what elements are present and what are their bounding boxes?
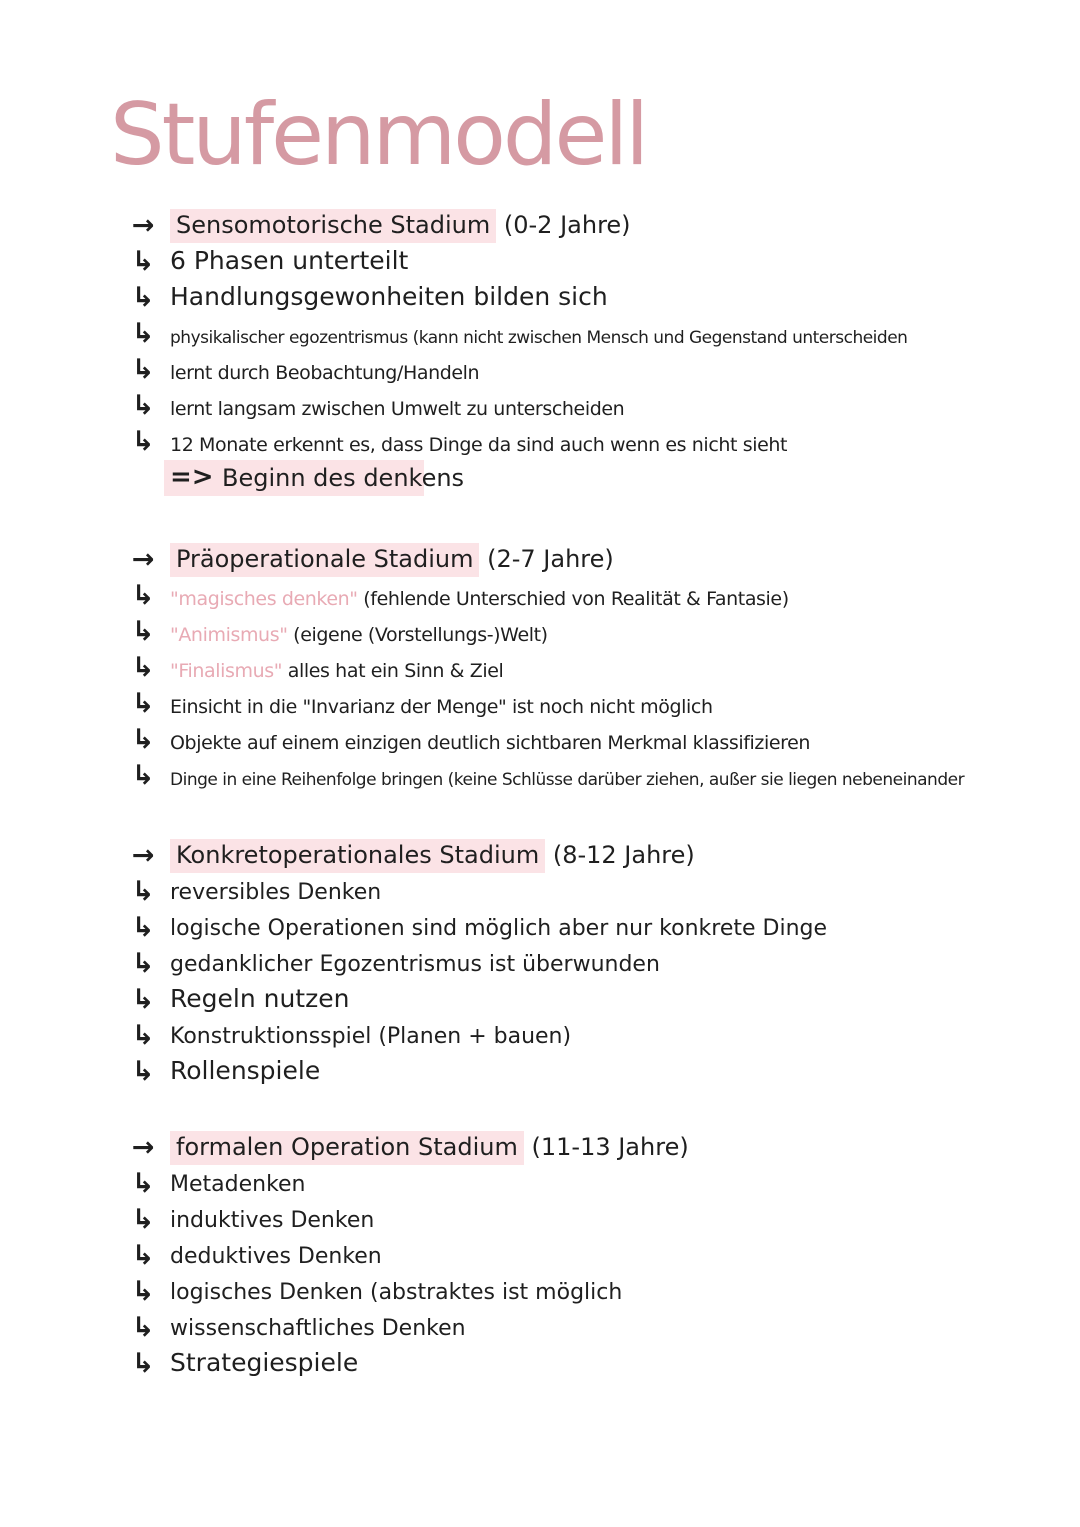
return-arrow-icon: ↳ bbox=[131, 984, 155, 1015]
list-item-text: Objekte auf einem einzigen deutlich sichtbaren Merkmal klassifizieren bbox=[170, 732, 811, 754]
section-konkretoperational bbox=[126, 838, 1026, 1090]
list-item-text: physikalischer egozentrismus (kann nicht zwischen Mensch und Gegenstand unterscheiden bbox=[170, 328, 908, 348]
return-arrow-icon: ↳ bbox=[131, 1020, 155, 1051]
right-arrow-icon: → bbox=[131, 840, 155, 871]
pink-term: "magisches denken" bbox=[170, 588, 358, 610]
list-item bbox=[126, 722, 1026, 758]
list-item-text: Regeln nutzen bbox=[170, 984, 350, 1013]
list-item-text: logische Operationen sind möglich aber nur konkrete Dinge bbox=[170, 916, 828, 941]
return-arrow-icon: ↳ bbox=[131, 1056, 155, 1087]
return-arrow-icon: ↳ bbox=[131, 580, 155, 611]
section-formal-operational bbox=[126, 1130, 1026, 1382]
list-item-text: Dinge in eine Reihenfolge bringen (keine Schlüsse darüber ziehen, außer sie liegen nebeneinander bbox=[170, 770, 965, 790]
return-arrow-icon: ↳ bbox=[131, 390, 155, 421]
list-item bbox=[126, 316, 1026, 352]
list-item bbox=[126, 244, 1026, 280]
list-item-text: Konstruktionsspiel (Planen + bauen) bbox=[170, 1024, 572, 1049]
return-arrow-icon: ↳ bbox=[131, 354, 155, 385]
pink-term: "Animismus" bbox=[170, 624, 288, 646]
list-item-text: lernt durch Beobachtung/Handeln bbox=[170, 362, 480, 384]
list-item bbox=[126, 650, 1026, 686]
list-item-text: induktives Denken bbox=[170, 1208, 375, 1233]
list-item-text: Handlungsgewonheiten bilden sich bbox=[170, 282, 608, 311]
list-item bbox=[126, 874, 1026, 910]
section-heading: formalen Operation Stadium bbox=[170, 1131, 524, 1165]
return-arrow-icon: ↳ bbox=[131, 652, 155, 683]
age-range: (8-12 Jahre) bbox=[552, 841, 695, 869]
list-item-text: reversibles Denken bbox=[170, 880, 382, 905]
return-arrow-icon: ↳ bbox=[131, 426, 155, 457]
list-item bbox=[126, 1018, 1026, 1054]
list-item-text: lernt langsam zwischen Umwelt zu unterscheiden bbox=[170, 398, 625, 420]
list-item-text: Rollenspiele bbox=[170, 1056, 321, 1085]
return-arrow-icon: ↳ bbox=[131, 876, 155, 907]
return-arrow-icon: ↳ bbox=[131, 1312, 155, 1343]
return-arrow-icon: ↳ bbox=[131, 1204, 155, 1235]
list-item-text: alles hat ein Sinn & Ziel bbox=[282, 660, 504, 682]
list-item-text: (eigene (Vorstellungs-)Welt) bbox=[287, 624, 548, 646]
list-item-text: 6 Phasen unterteilt bbox=[170, 246, 409, 275]
return-arrow-icon: ↳ bbox=[131, 688, 155, 719]
list-item bbox=[126, 1274, 1026, 1310]
double-arrow-icon: => bbox=[170, 462, 214, 492]
list-item-text: gedanklicher Egozentrismus ist überwunden bbox=[170, 952, 660, 977]
list-item-text: 12 Monate erkennt es, dass Dinge da sind auch wenn es nicht sieht bbox=[170, 434, 788, 456]
return-arrow-icon: ↳ bbox=[131, 1276, 155, 1307]
return-arrow-icon: ↳ bbox=[131, 318, 155, 349]
list-item bbox=[126, 1238, 1026, 1274]
return-arrow-icon: ↳ bbox=[131, 1168, 155, 1199]
conclusion-row bbox=[126, 460, 1026, 498]
return-arrow-icon: ↳ bbox=[131, 246, 155, 277]
section-heading: Sensomotorische Stadium bbox=[170, 209, 496, 243]
list-item bbox=[126, 910, 1026, 946]
section-heading-row bbox=[126, 542, 1026, 578]
list-item bbox=[126, 758, 1026, 794]
right-arrow-icon: → bbox=[131, 544, 155, 575]
section-heading: Konkretoperationales Stadium bbox=[170, 839, 545, 873]
list-item bbox=[126, 1202, 1026, 1238]
return-arrow-icon: ↳ bbox=[131, 1240, 155, 1271]
return-arrow-icon: ↳ bbox=[131, 616, 155, 647]
age-range: (2-7 Jahre) bbox=[487, 545, 614, 573]
page-title: Stufenmodell bbox=[110, 85, 647, 185]
pink-term: "Finalismus" bbox=[170, 660, 283, 682]
return-arrow-icon: ↳ bbox=[131, 948, 155, 979]
list-item bbox=[126, 982, 1026, 1018]
return-arrow-icon: ↳ bbox=[131, 912, 155, 943]
list-item bbox=[126, 1054, 1026, 1090]
list-item bbox=[126, 614, 1026, 650]
list-item bbox=[126, 1346, 1026, 1382]
list-item-text: Strategiespiele bbox=[170, 1348, 359, 1377]
section-heading-row bbox=[126, 1130, 1026, 1166]
list-item-text: deduktives Denken bbox=[170, 1244, 382, 1269]
return-arrow-icon: ↳ bbox=[131, 282, 155, 313]
section-heading-row bbox=[126, 208, 1026, 244]
list-item bbox=[126, 352, 1026, 388]
list-item-text: logisches Denken (abstraktes ist möglich bbox=[170, 1280, 623, 1305]
list-item-text: (fehlende Unterschied von Realität & Fantasie) bbox=[357, 588, 789, 610]
list-item-text: Einsicht in die "Invarianz der Menge" ist noch nicht möglich bbox=[170, 696, 713, 718]
section-praeoperational bbox=[126, 542, 1026, 794]
right-arrow-icon: → bbox=[131, 210, 155, 241]
list-item-text: Metadenken bbox=[170, 1172, 306, 1197]
list-item-text: wissenschaftliches Denken bbox=[170, 1316, 466, 1341]
list-item bbox=[126, 424, 1026, 460]
age-range: (0-2 Jahre) bbox=[503, 211, 631, 239]
return-arrow-icon: ↳ bbox=[131, 760, 155, 791]
list-item bbox=[126, 946, 1026, 982]
list-item bbox=[126, 578, 1026, 614]
list-item bbox=[126, 1166, 1026, 1202]
section-heading-row bbox=[126, 838, 1026, 874]
conclusion-text: Beginn des denkens bbox=[222, 464, 465, 492]
section-heading: Präoperationale Stadium bbox=[170, 543, 479, 577]
right-arrow-icon: → bbox=[131, 1132, 155, 1163]
return-arrow-icon: ↳ bbox=[131, 1348, 155, 1379]
age-range: (11-13 Jahre) bbox=[531, 1133, 689, 1161]
list-item bbox=[126, 388, 1026, 424]
return-arrow-icon: ↳ bbox=[131, 724, 155, 755]
list-item bbox=[126, 686, 1026, 722]
section-sensomotorisch bbox=[126, 208, 1026, 498]
list-item bbox=[126, 280, 1026, 316]
list-item bbox=[126, 1310, 1026, 1346]
